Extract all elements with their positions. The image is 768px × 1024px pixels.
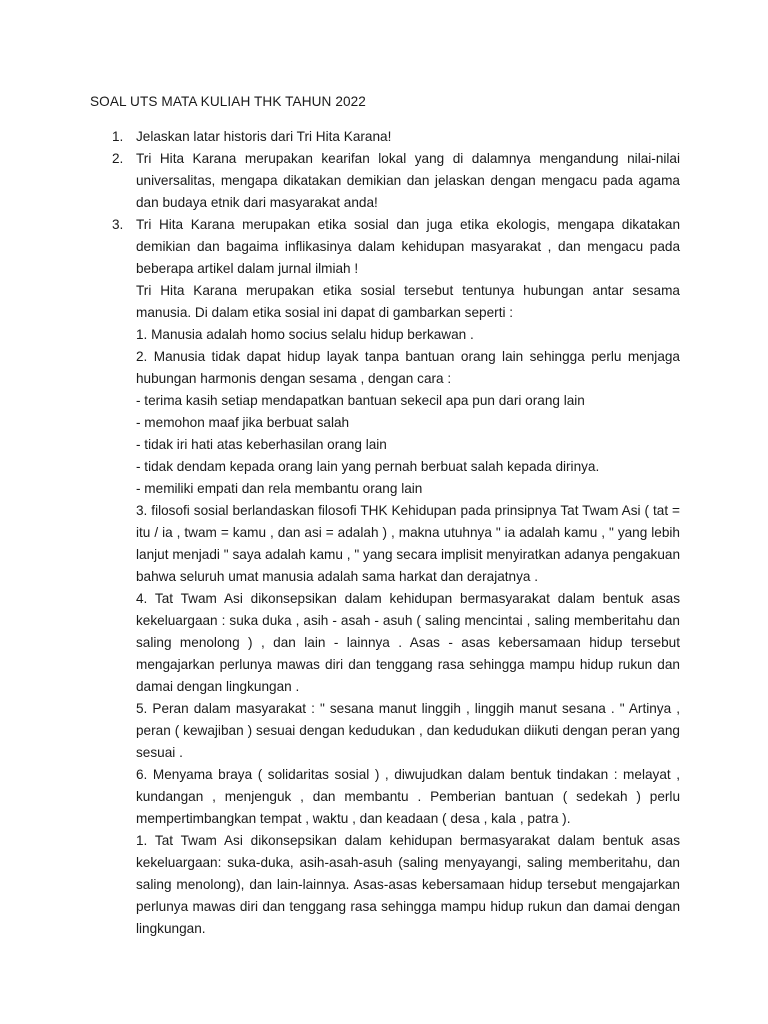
answer-paragraph: 6. Menyama braya ( solidaritas sosial ) , diwujudkan dalam bentuk tindakan : melayat , kundangan , menjenguk , dan membantu . Pemberian bantuan ( sedekah ) perlu mempertimbangkan tempat , waktu , dan keadaan ( desa , kala , patra ). bbox=[136, 767, 680, 826]
answer-paragraph: 1. Tat Twam Asi dikonsepsikan dalam kehidupan bermasyarakat dalam bentuk asas kekeluargaan: suka-duka, asih-asah-asuh (saling menyayangi, saling memberitahu, dan saling menolong), dan lain-lainnya. Asas-asas kebersamaan hidup tersebut mengajarkan perlunya mawas diri dan tenggang rasa sehingga mampu hidup rukun dan damai dengan lingkungan. bbox=[136, 833, 680, 936]
answer-paragraph: Tri Hita Karana merupakan etika sosial tersebut tentunya hubungan antar sesama manusia. Di dalam etika sosial ini dapat di gambarkan seperti : bbox=[136, 283, 680, 320]
question-item bbox=[90, 214, 680, 940]
question-text: Tri Hita Karana merupakan kearifan lokal yang di dalamnya mengandung nilai-nilai universalitas, mengapa dikatakan demikian dan jelaskan dengan mengacu pada agama dan budaya etnik dari masyarakat anda! bbox=[136, 151, 680, 210]
answer-bullet: - tidak dendam kepada orang lain yang pernah berbuat salah kepada dirinya. bbox=[136, 459, 600, 474]
question-number: 2. bbox=[112, 151, 124, 166]
answer-paragraph: 4. Tat Twam Asi dikonsepsikan dalam kehidupan bermasyarakat dalam bentuk asas kekeluargaan : suka duka , asih - asah - asuh ( saling mencintai , saling memberitahu dan saling menolong ) , dan lain - lainnya . Asas - asas kebersamaan hidup tersebut mengajarkan perlunya mawas diri dan tenggang rasa sehingga mampu hidup rukun dan damai dengan lingkungan . bbox=[136, 591, 680, 694]
answer-bullet: - tidak iri hati atas keberhasilan orang lain bbox=[136, 437, 387, 452]
answer-paragraph: 3. filosofi sosial berlandaskan filosofi THK Kehidupan pada prinsipnya Tat Twam Asi ( tat = itu / ia , twam = kamu , dan asi = adalah ) , makna utuhnya " ia adalah kamu , " yang lebih lanjut menjadi " saya adalah kamu , " yang secara implisit menyiratkan adanya pengakuan bahwa seluruh umat manusia adalah sama harkat dan derajatnya . bbox=[136, 503, 680, 584]
question-text: Tri Hita Karana merupakan etika sosial dan juga etika ekologis, mengapa dikatakan demikian dan bagaima inflikasinya dalam kehidupan masyarakat , dan mengacu pada beberapa artikel dalam jurnal ilmiah ! bbox=[136, 217, 680, 276]
question-number: 1. bbox=[112, 129, 124, 144]
document-body bbox=[90, 126, 680, 940]
answer-bullet: - memohon maaf jika berbuat salah bbox=[136, 415, 350, 430]
document-title: SOAL UTS MATA KULIAH THK TAHUN 2022 bbox=[90, 94, 366, 109]
question-item bbox=[90, 126, 680, 148]
answer-paragraph: 2. Manusia tidak dapat hidup layak tanpa bantuan orang lain sehingga perlu menjaga hubungan harmonis dengan sesama , dengan cara : bbox=[136, 349, 680, 386]
question-text: Jelaskan latar historis dari Tri Hita Karana! bbox=[136, 129, 392, 144]
answer-bullet: - terima kasih setiap mendapatkan bantuan sekecil apa pun dari orang lain bbox=[136, 393, 585, 408]
answer-bullet: - memiliki empati dan rela membantu orang lain bbox=[136, 481, 423, 496]
question-list bbox=[90, 126, 680, 940]
answer-paragraph: 5. Peran dalam masyarakat : " sesana manut linggih , linggih manut sesana . " Artinya , peran ( kewajiban ) sesuai dengan kedudukan , dan kedudukan diikuti dengan peran yang sesuai . bbox=[136, 701, 680, 760]
answer-block bbox=[136, 280, 680, 940]
answer-paragraph: 1. Manusia adalah homo socius selalu hidup berkawan . bbox=[136, 327, 474, 342]
question-number: 3. bbox=[112, 217, 124, 232]
question-item bbox=[90, 148, 680, 214]
